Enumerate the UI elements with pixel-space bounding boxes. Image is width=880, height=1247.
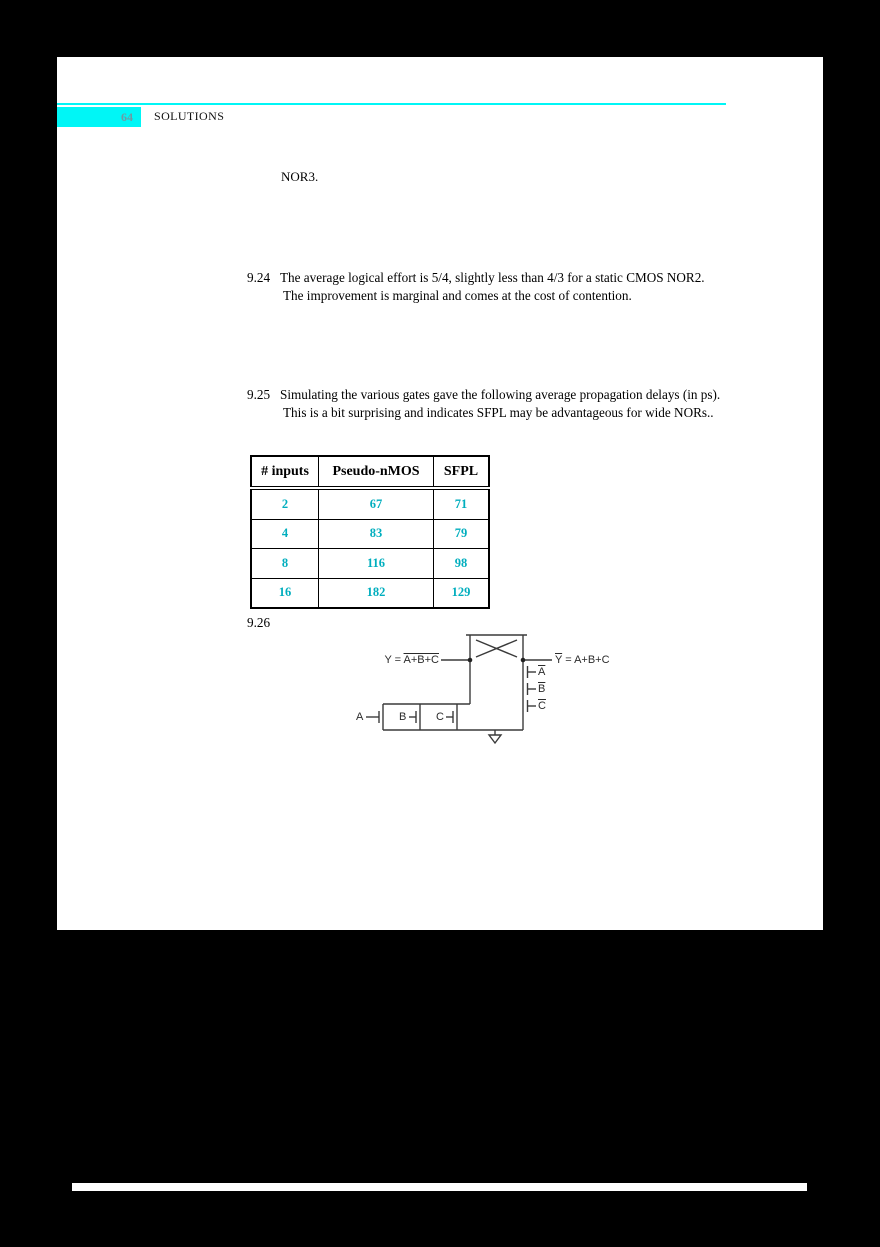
problem-text-line: Simulating the various gates gave the following average propagation delays (in ps).: [280, 387, 721, 402]
table-header-row: [251, 456, 489, 488]
table-cell: 129: [434, 578, 490, 608]
table-row: [251, 549, 489, 579]
parallel-input-b-label: B: [399, 711, 407, 723]
problem-number: 9.25: [247, 387, 271, 402]
series-input-b-label: $\overline{B}$: [538, 683, 546, 695]
running-header-title: SOLUTIONS: [154, 109, 225, 123]
left-output-expression: A+B+C: [403, 654, 439, 666]
right-output-ybar: $\overline{Y}$: [555, 654, 563, 666]
document-page: [57, 57, 823, 930]
parallel-input-c-label: C: [436, 711, 444, 723]
page-number: 64: [121, 110, 133, 124]
right-output-expression: = A+B+C: [562, 654, 610, 666]
delay-table: [250, 455, 490, 609]
node-dot-left: [468, 658, 473, 663]
problem-9-26: [247, 614, 280, 632]
table-cell: 4: [251, 519, 319, 549]
table-cell: 116: [319, 549, 434, 579]
problem-text: [280, 269, 750, 305]
table-cell: 71: [434, 488, 490, 519]
node-dot-right: [521, 658, 526, 663]
series-input-a-label: $\overline{A}$: [538, 666, 546, 678]
table-cell: 182: [319, 578, 434, 608]
table-cell: 16: [251, 578, 319, 608]
table-row: [251, 578, 489, 608]
table-cell: 98: [434, 549, 490, 579]
table-cell: 8: [251, 549, 319, 579]
table-cell: 83: [319, 519, 434, 549]
header-rule: [57, 103, 726, 105]
problem-number: 9.26: [247, 615, 271, 630]
parallel-input-a-label: A: [356, 711, 364, 723]
left-output-label: [355, 654, 439, 666]
table-header-inputs: # inputs: [251, 456, 319, 488]
problem-9-24: [247, 269, 750, 305]
problem-9-25: [247, 386, 750, 422]
circuit-wires: [355, 627, 645, 753]
table-cell: 67: [319, 488, 434, 519]
left-output-prefix: Y =: [384, 654, 404, 666]
table-row: [251, 488, 489, 519]
series-input-c-label: $\overline{C}$: [538, 700, 546, 712]
table-row: [251, 519, 489, 549]
right-output-label: [555, 654, 610, 666]
sfpl-nor3-schematic: [355, 627, 645, 753]
problem-text: [280, 386, 750, 422]
bottom-page-strip: [72, 1183, 807, 1191]
table-cell: 79: [434, 519, 490, 549]
page-number-badge: [57, 107, 141, 127]
problem-number: 9.24: [247, 270, 271, 285]
nor3-caption: NOR3.: [281, 169, 319, 184]
table-header-pseudo-nmos: Pseudo-nMOS: [319, 456, 434, 488]
problem-text-line: The improvement is marginal and comes at the cost of contention.: [283, 288, 632, 303]
table-header-sfpl: SFPL: [434, 456, 490, 488]
table-cell: 2: [251, 488, 319, 519]
problem-text-line: This is a bit surprising and indicates SFPL may be advantageous for wide NORs..: [283, 405, 714, 420]
problem-text-line: The average logical effort is 5/4, slightly less than 4/3 for a static CMOS NOR2.: [280, 270, 705, 285]
